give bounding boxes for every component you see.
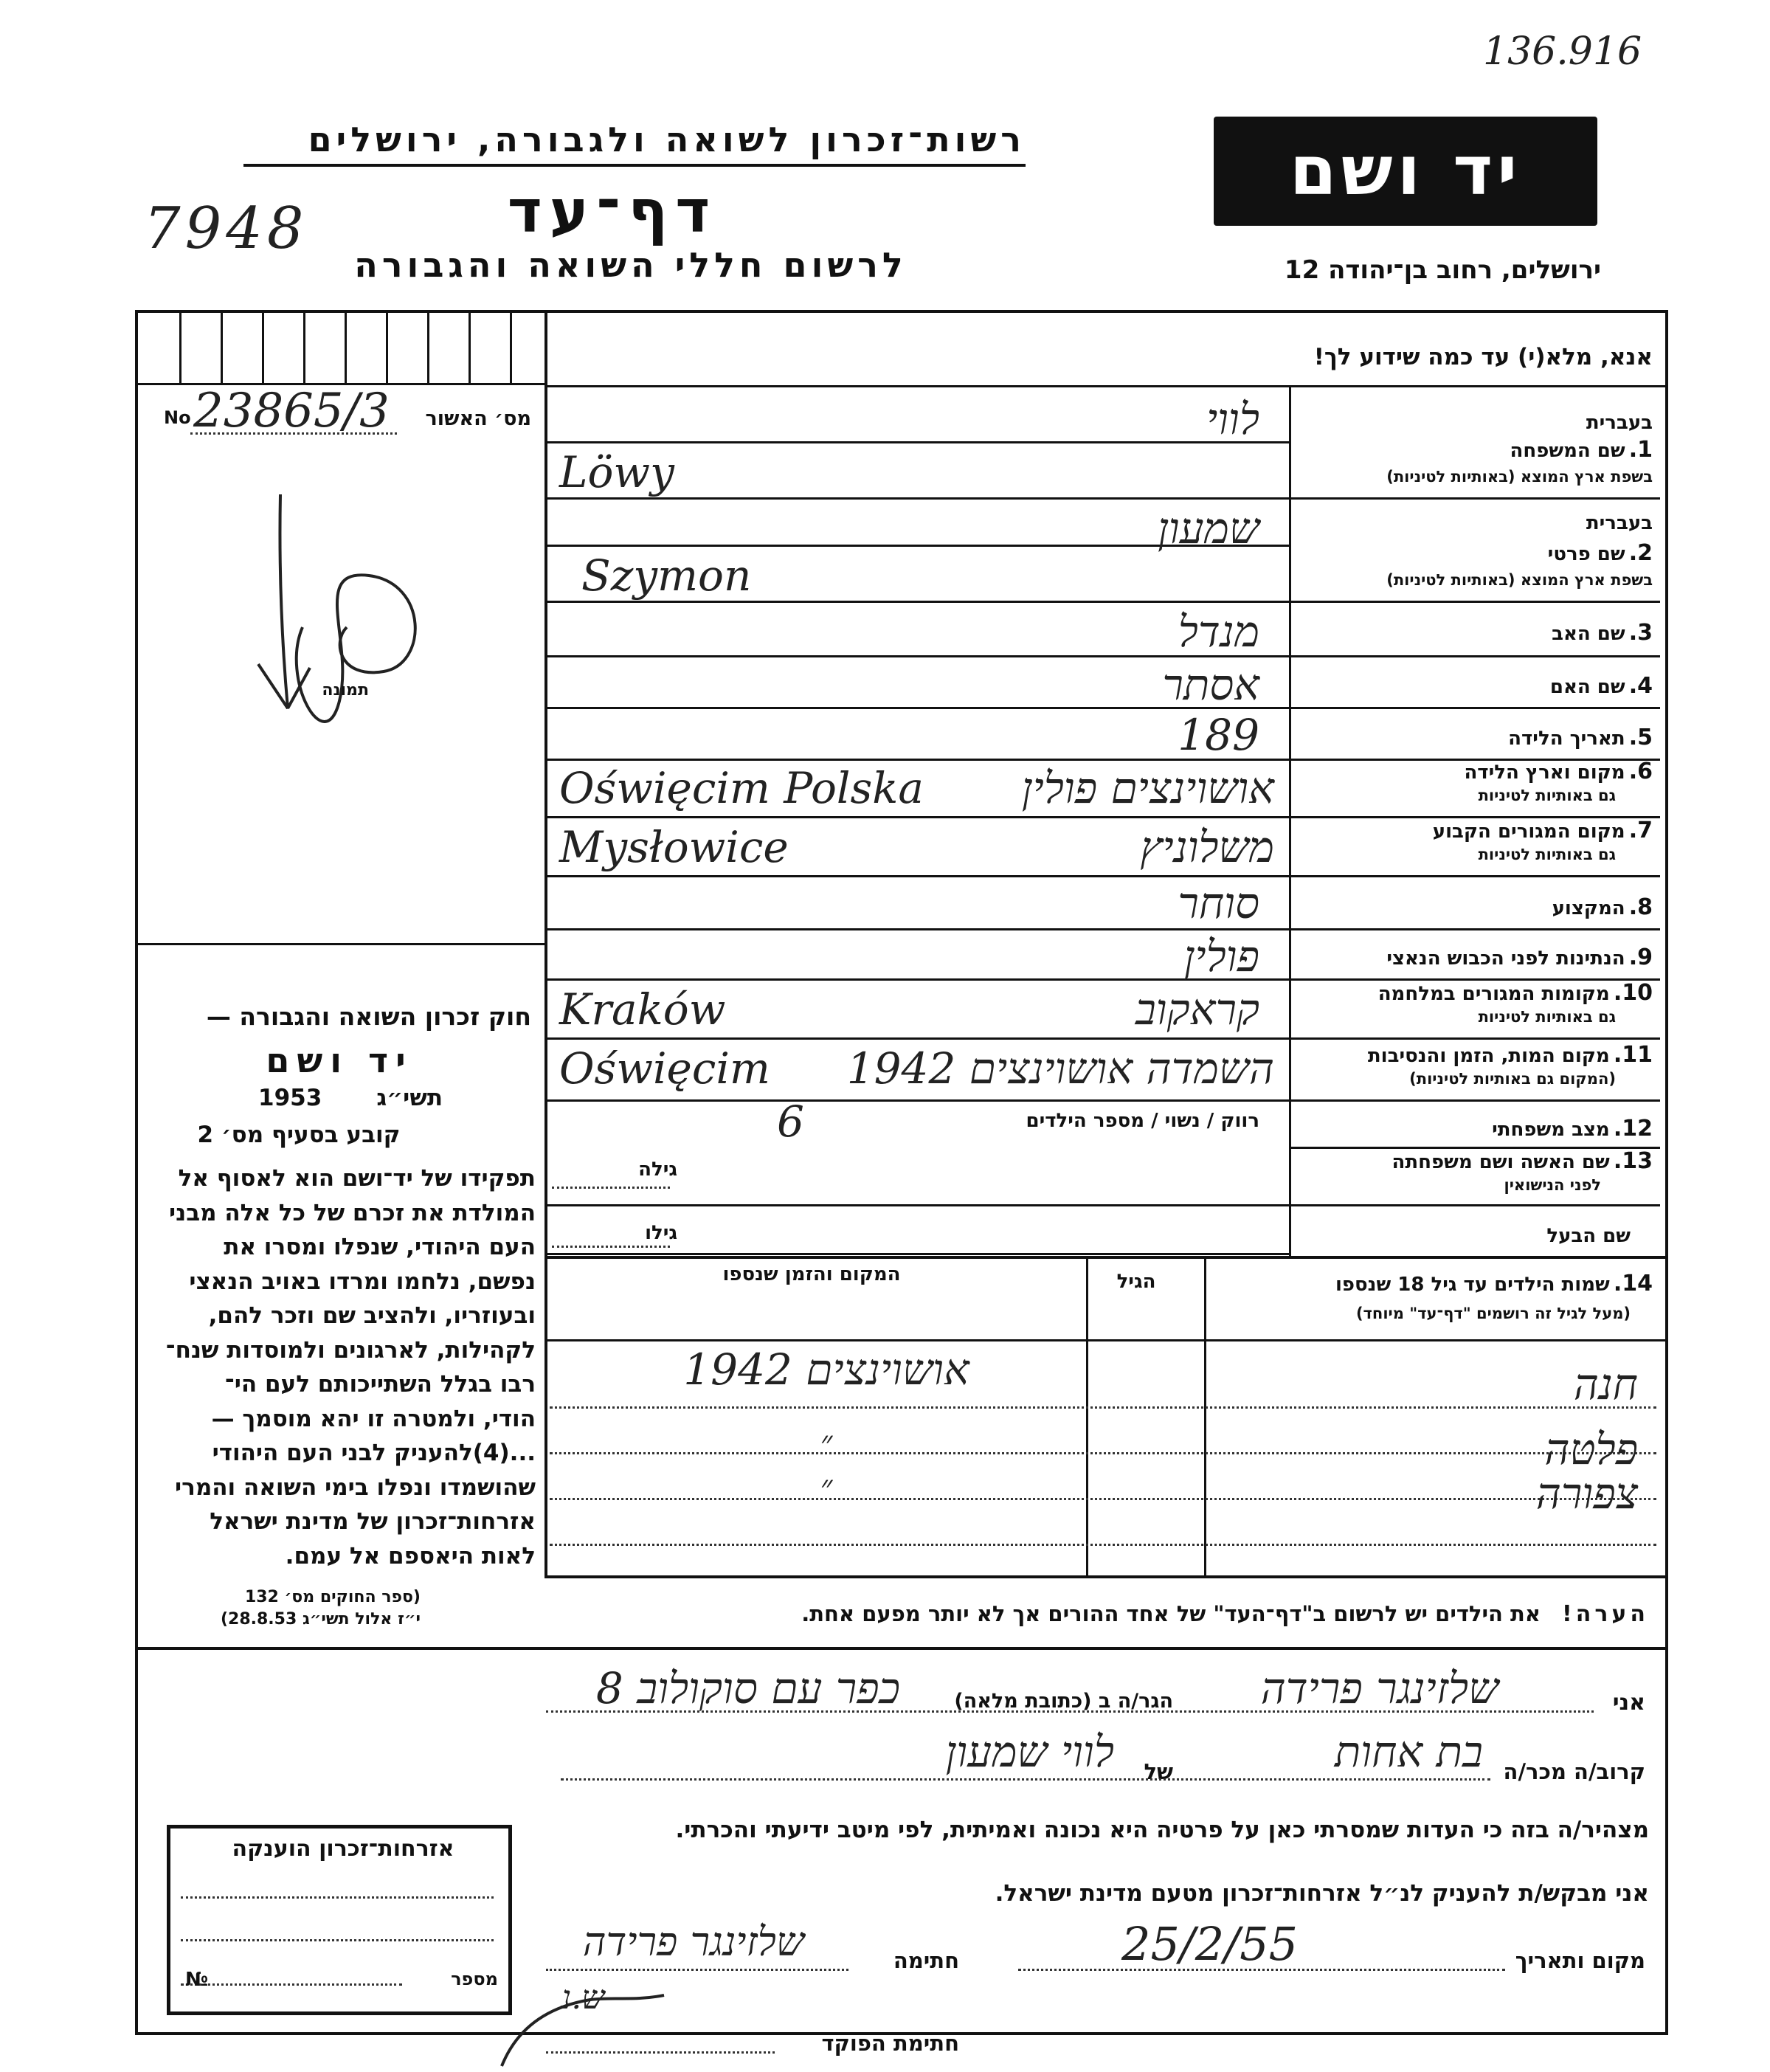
law-year-hebrew: תשי״ג bbox=[376, 1085, 443, 1111]
children-title bbox=[1210, 1271, 1653, 1296]
request: אני מבקש/ת להעניק לנ״ל אזרחות־זכרון מטעם מדינת ישראל. bbox=[995, 1880, 1649, 1907]
law-line: המולדת את זכרם של כל אלה מבני bbox=[169, 1199, 536, 1226]
law-heading: חוק זכרון השואה והגבורה — bbox=[206, 1002, 531, 1031]
field-8-number: 8. bbox=[1628, 894, 1653, 920]
field-6-sub: גם באותיות לטיניות bbox=[1478, 787, 1616, 804]
children-header-line bbox=[545, 1339, 1665, 1341]
law-line: העם היהודי, שנפלו ומסרו את bbox=[224, 1234, 536, 1260]
form-subtitle: לרשום חללי השואה והגבורה bbox=[354, 245, 908, 285]
law-line: הודי, ולמטרה זו יהא מוסמך — bbox=[211, 1405, 536, 1432]
declarant-i-label: אני bbox=[1612, 1690, 1645, 1716]
form-title: דף־עד bbox=[507, 177, 718, 246]
note bbox=[550, 1601, 1649, 1627]
children-count: 6 bbox=[777, 1097, 804, 1147]
nationality: פולין bbox=[1183, 931, 1259, 981]
field-7-title: מקום המגורים הקבוע bbox=[1432, 821, 1625, 843]
statement: מצהיר/ה בזה כי העדות שמסרתי כאן על פרטיה היא נכונה ואמיתית, לפי מיטב ידיעתי והכרתי. bbox=[675, 1817, 1649, 1843]
children-top-line bbox=[545, 1256, 1665, 1259]
surname-hebrew: לווי bbox=[1206, 394, 1259, 444]
wife-age-label: גילה bbox=[638, 1158, 677, 1181]
child-3-place: ״ bbox=[820, 1468, 833, 1506]
authority-name: רשות־זכרון לשואה ולגבורה, ירושלים bbox=[308, 120, 1026, 159]
declaration-date: 25/2/55 bbox=[1121, 1917, 1299, 1971]
field-10-label bbox=[1299, 980, 1653, 1006]
col-place: המקום והזמן שנספו bbox=[722, 1263, 901, 1285]
note-top-line bbox=[545, 1575, 1665, 1578]
field-7-label bbox=[1299, 818, 1653, 843]
field-8-title: המקצוע bbox=[1552, 897, 1625, 919]
death-place-hebrew: השמדה אושוינצים 1942 bbox=[846, 1043, 1274, 1094]
field-11-title: מקום המות, הזמן והנסיבות bbox=[1367, 1045, 1610, 1067]
surname-latin: Löwy bbox=[559, 447, 674, 497]
field-5-number: 5. bbox=[1628, 725, 1653, 750]
certificate-no-label: מספר bbox=[451, 1969, 498, 1989]
certificate-title: אזרחות־זכרון הוענקה bbox=[232, 1836, 454, 1862]
approval-no-prefix: No bbox=[164, 407, 191, 428]
field-values bbox=[545, 385, 1289, 1256]
field-9-label bbox=[1299, 945, 1653, 970]
field-13-label bbox=[1299, 1148, 1653, 1174]
approval-label: מס׳ האשור bbox=[425, 407, 531, 430]
residence-hebrew: משלוניץ bbox=[1140, 822, 1274, 872]
certificate-box bbox=[167, 1825, 512, 2015]
field-2-title: שם פרטי bbox=[1547, 543, 1625, 565]
field-13-title: שם האשה ושם משפחתה bbox=[1392, 1151, 1610, 1173]
children-age-divider bbox=[1086, 1256, 1088, 1575]
children-number: 14. bbox=[1613, 1271, 1653, 1296]
wartime-residence-hebrew: קראקוב bbox=[1135, 984, 1259, 1035]
occupation: סוחר bbox=[1178, 878, 1259, 928]
officer-label: חתימת הפוקד bbox=[821, 2031, 959, 2056]
field-6-number: 6. bbox=[1628, 759, 1653, 784]
field-11-label bbox=[1299, 1042, 1653, 1068]
law-line: נפשם, נלחמו ומרדו באויב הנאצי bbox=[189, 1268, 536, 1295]
law-line: לאות היאספם אל עמם. bbox=[285, 1542, 536, 1569]
field-1-label bbox=[1299, 437, 1653, 463]
child-3-name: צפורה bbox=[1535, 1468, 1638, 1519]
field-7-sub: גם באותיות לטיניות bbox=[1478, 846, 1616, 863]
field-8-label bbox=[1299, 894, 1653, 920]
header-underline bbox=[243, 164, 1026, 167]
hebrew-tag: בעברית bbox=[1586, 412, 1653, 434]
father-name: מנדל bbox=[1178, 607, 1259, 657]
instruction: אנא, מלא(י) עד כמה שידוע לך! bbox=[1313, 344, 1653, 370]
certificate-no-prefix: № bbox=[185, 1969, 209, 1991]
field-2-label bbox=[1299, 540, 1653, 566]
reference-number: 7948 bbox=[144, 196, 308, 262]
signature-label: חתימה bbox=[893, 1948, 959, 1973]
law-source: (ספר החוקים מס׳ 132 bbox=[244, 1588, 421, 1606]
declarant-address: כפר עם סוקולוב 8 bbox=[595, 1663, 900, 1713]
relation: בת אחות bbox=[1334, 1727, 1483, 1777]
logo-text: יד ושם bbox=[1289, 131, 1522, 210]
children-title-text: שמות הילדים עד גיל 18 שנספו bbox=[1335, 1274, 1610, 1296]
field-4-title: שם האם bbox=[1549, 676, 1625, 698]
place-date-label: מקום ותאריך bbox=[1515, 1948, 1645, 1973]
husband-age-label: גילו bbox=[645, 1222, 677, 1244]
note-text: את הילדים יש לרשום ב"דף־העד" של אחד ההורים אך לא יותר מפעם אחת. bbox=[801, 1601, 1541, 1626]
field-4-label bbox=[1299, 673, 1653, 699]
field-7-number: 7. bbox=[1628, 818, 1653, 843]
child-1-name: חנה bbox=[1573, 1359, 1638, 1409]
marital-options: רווק / נשוי / מספר הילדים bbox=[1026, 1110, 1259, 1132]
field-12-label bbox=[1299, 1116, 1653, 1142]
field-13-sub: לפני הנישואין bbox=[1504, 1176, 1601, 1194]
archive-number: 136.916 bbox=[1483, 30, 1642, 74]
law-section: קובע בסעיף מס׳ 2 bbox=[197, 1122, 401, 1148]
officer-signature-stroke bbox=[487, 1985, 679, 2072]
field-10-title: מקומות המגורים במלחמה bbox=[1377, 983, 1610, 1005]
resides-label: הגר/ה ב (כתובת מלאה) bbox=[954, 1690, 1173, 1713]
field-1-sub: בשפת ארץ המוצא (באותיות לטיניות) bbox=[1386, 468, 1653, 486]
field-1-number: 1. bbox=[1628, 437, 1653, 463]
declarant-name: שלזינגר פרידה bbox=[1260, 1663, 1499, 1713]
law-year: 1953 bbox=[258, 1085, 322, 1111]
law-text bbox=[145, 1161, 536, 1573]
field-1-title: שם המשפחה bbox=[1510, 440, 1625, 462]
law-line: לקהילות, לארגונים ולמוסדות שנח־ bbox=[165, 1336, 536, 1364]
law-line: אזרחות־זכרון של מדינת ישראל bbox=[210, 1508, 536, 1535]
law-line: ובעוזריו, ולהציב שם וזכר להם, bbox=[208, 1302, 536, 1329]
firstname-latin: Szymon bbox=[581, 550, 752, 601]
child-2-place: ״ bbox=[820, 1424, 833, 1462]
field-4-number: 4. bbox=[1628, 673, 1653, 699]
note-bottom-line bbox=[135, 1647, 1665, 1650]
law-line: רבו בגלל השתייכותם לעם הי־ bbox=[224, 1371, 536, 1398]
law-line: ...(4)להעניק לבני העם היהודי bbox=[212, 1440, 536, 1466]
hebrew-tag: בעברית bbox=[1586, 512, 1653, 534]
law-separator bbox=[138, 943, 545, 945]
left-tick-row bbox=[138, 313, 545, 385]
field-11-number: 11. bbox=[1613, 1042, 1653, 1068]
birth-date: 189 bbox=[1178, 710, 1259, 760]
field-9-title: הנתינות לפני הכבוש הנאצי bbox=[1386, 947, 1625, 970]
field-6-title: מקום וארץ הלידה bbox=[1464, 762, 1625, 784]
field-3-label bbox=[1299, 620, 1653, 646]
relative-label: קרוב/ה מכר/ה bbox=[1503, 1759, 1645, 1784]
col-age: הגיל bbox=[1116, 1271, 1156, 1293]
field-12-title: מצב משפחתי bbox=[1492, 1119, 1610, 1141]
field-5-title: תאריך הלידה bbox=[1508, 728, 1625, 750]
field-10-number: 10. bbox=[1613, 980, 1653, 1006]
children-name-divider bbox=[1204, 1256, 1206, 1575]
field-9-number: 9. bbox=[1628, 945, 1653, 970]
child-2-name: פלטה bbox=[1544, 1424, 1638, 1474]
address: ירושלים, רחוב בן־יהודה 12 bbox=[1284, 255, 1601, 285]
law-line: תפקידו של יד־ושם הוא לאסוף אל bbox=[178, 1165, 536, 1192]
field-13-number: 13. bbox=[1613, 1148, 1653, 1174]
field-11-sub: (המקום גם באותיות לטיניות) bbox=[1409, 1070, 1616, 1088]
law-line: שהושמדו ונפלו בימי השואה והמרי bbox=[175, 1474, 536, 1501]
field-10-sub: גם באותיות לטיניות bbox=[1478, 1008, 1616, 1026]
law-source-date: י״ז אלול תשי״ג 28.8.53) bbox=[220, 1610, 421, 1629]
field-3-title: שם האב bbox=[1552, 623, 1625, 645]
death-place-latin: Oświęcim bbox=[559, 1043, 770, 1094]
declarant-signature: שלזינגר פרידה bbox=[582, 1919, 805, 1965]
firstname-hebrew: שמעון bbox=[1158, 503, 1259, 553]
photo-signature-scribble bbox=[236, 480, 457, 790]
residence-latin: Mysłowice bbox=[559, 822, 789, 872]
field-2-number: 2. bbox=[1628, 540, 1653, 566]
birthplace-latin: Oświęcim Polska bbox=[559, 763, 924, 813]
field-5-label bbox=[1299, 725, 1653, 750]
field-6-label bbox=[1299, 759, 1653, 784]
husband-label: שם הבעל bbox=[1546, 1225, 1631, 1247]
officer-signature: ש.נ bbox=[561, 1979, 605, 2017]
approval-number: 23865/3 bbox=[193, 384, 390, 438]
field-labels bbox=[1291, 385, 1660, 1256]
field-2-sub: בשפת ארץ המוצא (באותיות לטיניות) bbox=[1386, 571, 1653, 589]
of-label: של bbox=[1144, 1759, 1173, 1784]
birthplace-hebrew: אושוינצים פולין bbox=[1021, 763, 1274, 813]
field-3-number: 3. bbox=[1628, 620, 1653, 646]
note-label: הערה! bbox=[1562, 1601, 1649, 1627]
yad-vashem-logo bbox=[1214, 117, 1597, 226]
children-sub: (מעל לגיל זה רושמים "דף־עד" מיוחד) bbox=[1355, 1305, 1631, 1322]
field-12-number: 12. bbox=[1613, 1116, 1653, 1142]
child-1-place: אושוינצים 1942 bbox=[683, 1344, 969, 1395]
law-name: יד ושם bbox=[266, 1040, 413, 1080]
mother-name: אסתר bbox=[1162, 660, 1259, 710]
photo-label: תמונה bbox=[322, 681, 369, 700]
of-name: לווי שמעון bbox=[945, 1727, 1114, 1777]
wartime-residence-latin: Kraków bbox=[559, 984, 726, 1035]
